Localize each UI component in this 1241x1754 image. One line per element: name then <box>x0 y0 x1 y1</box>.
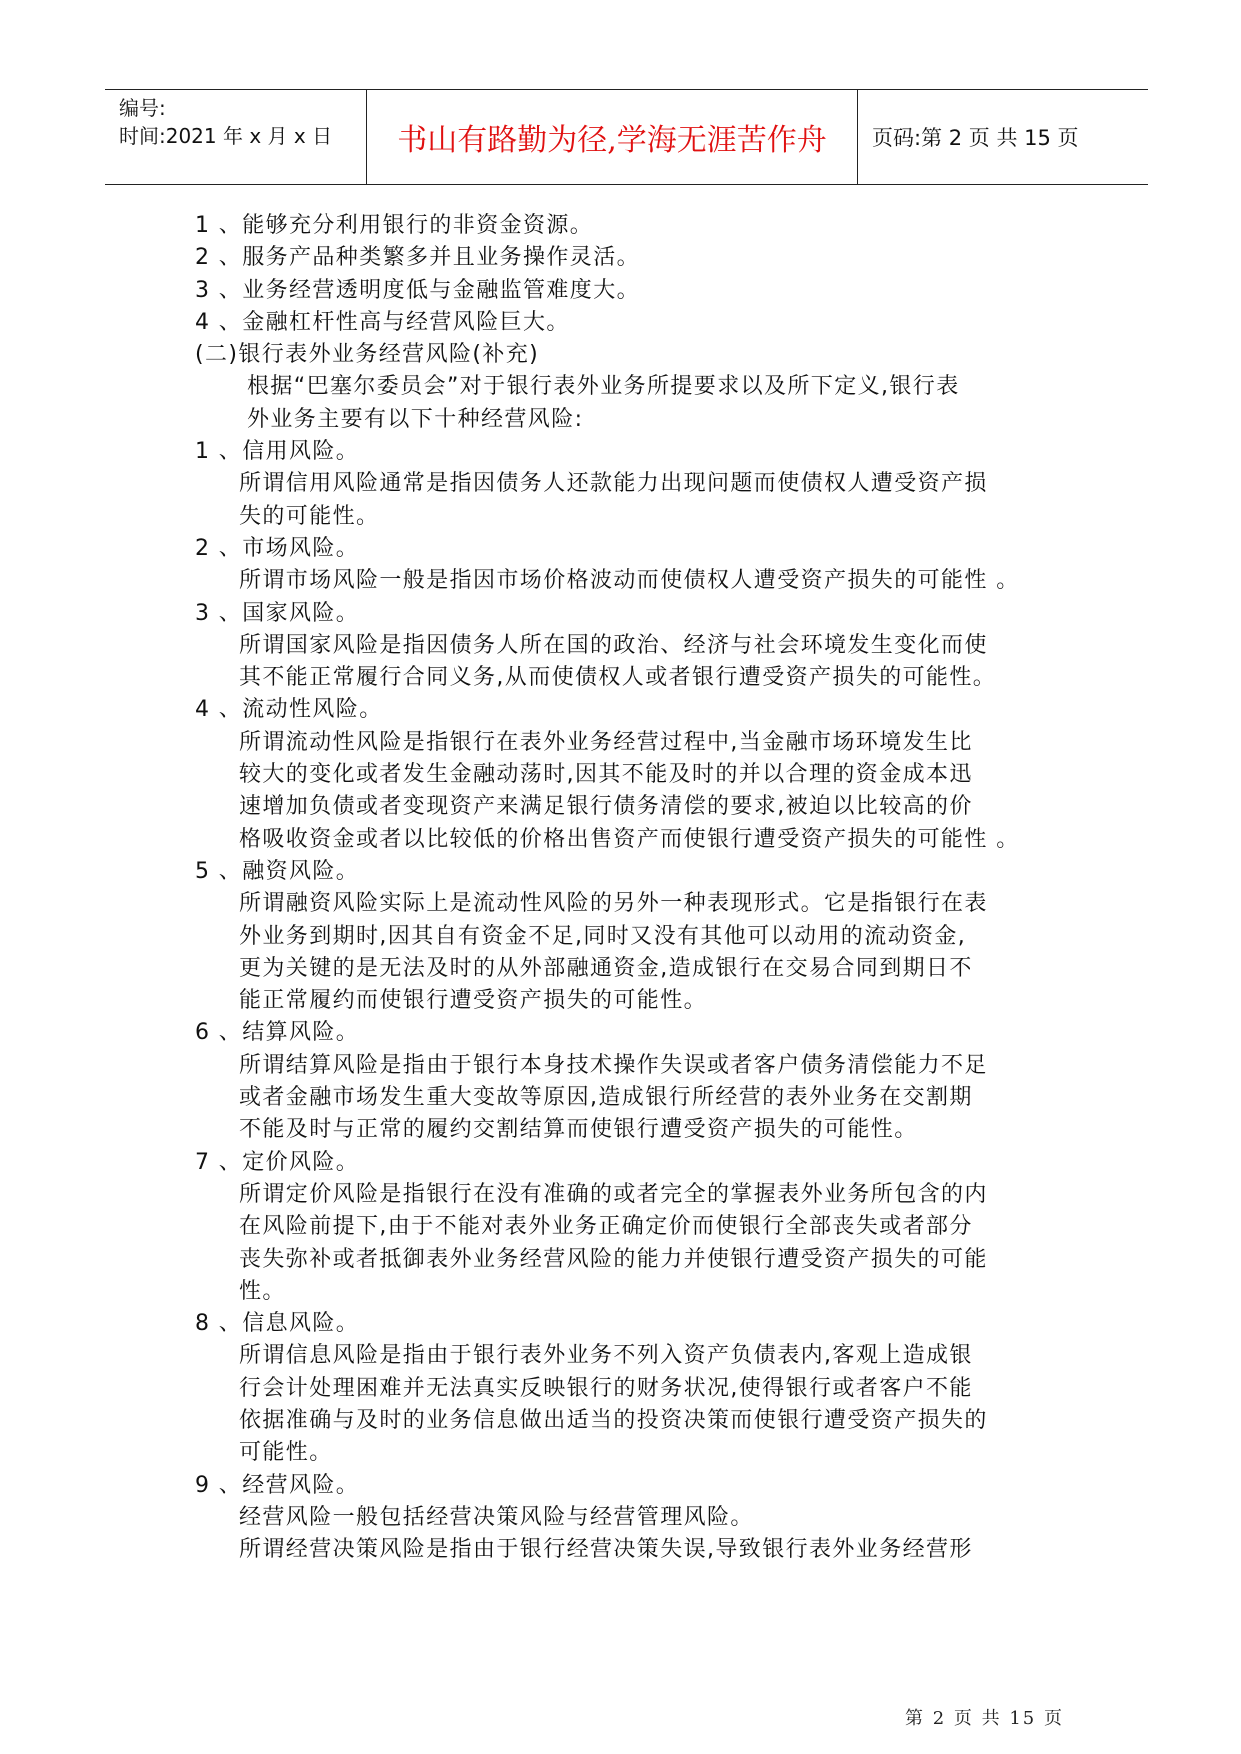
paragraph-line: 依据准确与及时的业务信息做出适当的投资决策而使银行遭受资产损失的 <box>239 1407 988 1433</box>
paragraph-line: 所谓经营决策风险是指由于银行经营决策失误,导致银行表外业务经营形 <box>239 1537 973 1563</box>
paragraph-line: 可能性。 <box>239 1440 333 1466</box>
paragraph-line: 所谓信用风险通常是指因债务人还款能力出现问题而使债权人遭受资产损 <box>239 471 988 497</box>
paragraph-line: 所谓国家风险是指因债务人所在国的政治、经济与社会环境发生变化而使 <box>239 632 988 658</box>
document-time: 时间:2021 年 x 月 x 日 <box>119 124 333 148</box>
paragraph-line: 或者金融市场发生重大变故等原因,造成银行所经营的表外业务在交割期 <box>239 1085 973 1111</box>
risk-heading: 8 、信息风险。 <box>195 1311 360 1337</box>
page-footer: 第 2 页 共 15 页 <box>905 1708 1064 1729</box>
paragraph-line: 较大的变化或者发生金融动荡时,因其不能及时的并以合理的资金成本迅 <box>239 762 973 788</box>
paragraph-line: 所谓信息风险是指由于银行表外业务不列入资产负债表内,客观上造成银 <box>239 1343 973 1369</box>
paragraph-line: 所谓定价风险是指银行在没有准确的或者完全的掌握表外业务所包含的内 <box>239 1181 988 1207</box>
paragraph-line: 不能及时与正常的履约交割结算而使银行遭受资产损失的可能性。 <box>239 1117 918 1143</box>
paragraph-line: 所谓流动性风险是指银行在表外业务经营过程中,当金融市场环境发生比 <box>239 729 973 755</box>
paragraph-line: 所谓结算风险是指由于银行本身技术操作失误或者客户债务清偿能力不足 <box>239 1052 988 1078</box>
paragraph-line: 其不能正常履行合同义务,从而使债权人或者银行遭受资产损失的可能性。 <box>239 665 997 691</box>
document-body <box>195 210 1075 1566</box>
paragraph-line: 所谓融资风险实际上是流动性风险的另外一种表现形式。它是指银行在表 <box>239 891 988 917</box>
paragraph-line: 更为关键的是无法及时的从外部融通资金,造成银行在交易合同到期日不 <box>239 955 973 981</box>
paragraph-line: 经营风险一般包括经营决策风险与经营管理风险。 <box>239 1504 754 1530</box>
paragraph-line: 性。 <box>239 1278 286 1304</box>
paragraph-line: 外业务主要有以下十种经营风险: <box>247 406 584 432</box>
paragraph-line: 失的可能性。 <box>239 503 380 529</box>
section-heading: (二)银行表外业务经营风险(补充) <box>195 342 540 368</box>
risk-heading: 2 、市场风险。 <box>195 535 360 561</box>
paragraph-line: 丧失弥补或者抵御表外业务经营风险的能力并使银行遭受资产损失的可能 <box>239 1246 988 1272</box>
list-item: 3 、业务经营透明度低与金融监管难度大。 <box>195 277 640 303</box>
list-item: 2 、服务产品种类繁多并且业务操作灵活。 <box>195 245 640 271</box>
document-number: 编号: <box>119 96 166 120</box>
list-item: 1 、能够充分利用银行的非资金资源。 <box>195 213 594 238</box>
header-meta <box>105 90 367 184</box>
risk-heading: 1 、信用风险。 <box>195 439 360 465</box>
paragraph-line: 在风险前提下,由于不能对表外业务正确定价而使银行全部丧失或者部分 <box>239 1214 973 1240</box>
risk-heading: 9 、经营风险。 <box>195 1472 360 1498</box>
risk-heading: 5 、融资风险。 <box>195 858 360 884</box>
list-item: 4 、金融杠杆性高与经营风险巨大。 <box>195 309 570 335</box>
risk-heading: 4 、流动性风险。 <box>195 697 383 723</box>
risk-heading: 7 、定价风险。 <box>195 1149 360 1175</box>
paragraph-line: 外业务到期时,因其自有资金不足,同时又没有其他可以动用的流动资金, <box>239 923 967 949</box>
paragraph-line: 所谓市场风险一般是指因市场价格波动而使债权人遭受资产损失的可能性 。 <box>239 568 1020 594</box>
risk-heading: 6 、结算风险。 <box>195 1020 360 1046</box>
paragraph-line: 行会计处理困难并无法真实反映银行的财务状况,使得银行或者客户不能 <box>239 1375 973 1401</box>
risk-heading: 3 、国家风险。 <box>195 600 360 626</box>
paragraph-line: 能正常履约而使银行遭受资产损失的可能性。 <box>239 988 708 1014</box>
header-page-number: 页码:第 2 页 共 15 页 <box>872 126 1079 150</box>
page-header <box>105 89 1148 185</box>
paragraph-line: 速增加负债或者变现资产来满足银行债务清偿的要求,被迫以比较高的价 <box>239 794 973 820</box>
header-motto: 书山有路勤为径,学海无涯苦作舟 <box>367 90 858 184</box>
paragraph-line: 根据“巴塞尔委员会”对于银行表外业务所提要求以及所下定义,银行表 <box>247 374 960 400</box>
paragraph-line: 格吸收资金或者以比较低的价格出售资产而使银行遭受资产损失的可能性 。 <box>239 826 1020 852</box>
